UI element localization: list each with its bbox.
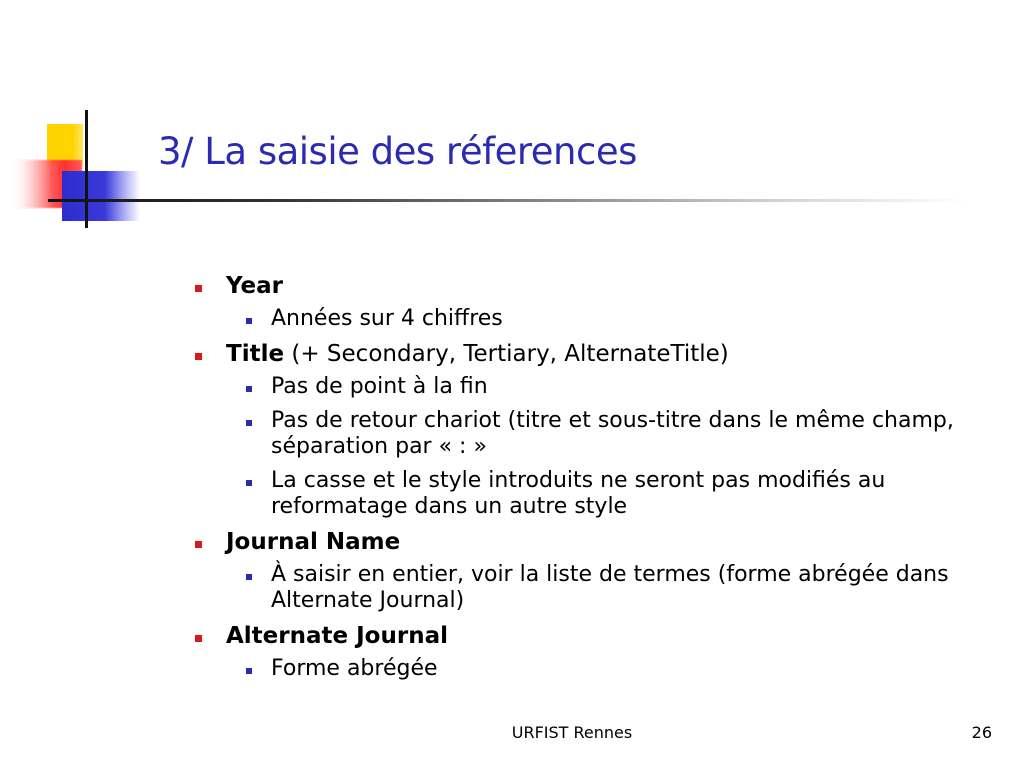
bullet-item: [195, 272, 985, 300]
bullet-heading: Journal Name: [226, 529, 401, 555]
red-square-bullet-icon: [195, 353, 202, 360]
blue-square-bullet-icon: [246, 574, 252, 580]
bullet-item: [195, 340, 985, 368]
sub-bullet-text: La casse et le style introduits ne seront pas modifiés au reformatage dans un autre style: [271, 468, 886, 519]
blue-square-bullet-icon: [246, 480, 252, 486]
sub-bullet-item: [240, 562, 985, 614]
decor-title-underline: [48, 199, 968, 202]
slide-title: 3/ La saisie des réferences: [158, 130, 637, 173]
sub-bullet-item: [240, 408, 985, 460]
blue-square-bullet-icon: [246, 668, 252, 674]
bullet-heading-rest: (+ Secondary, Tertiary, AlternateTitle): [284, 341, 729, 367]
decor-vertical-line: [85, 110, 88, 228]
bullet-item: [195, 622, 985, 650]
page-number: 26: [971, 723, 992, 742]
sub-bullet-text: Pas de point à la fin: [271, 374, 488, 399]
bullet-item: [195, 528, 985, 556]
decor-blue-square: [62, 171, 140, 221]
bullet-heading: Alternate Journal: [226, 623, 448, 649]
sub-bullet-item: [240, 656, 985, 682]
blue-square-bullet-icon: [246, 318, 252, 324]
bullet-list: [195, 272, 985, 690]
sub-bullet-text: Pas de retour chariot (titre et sous-titre dans le même champ, séparation par « : »: [271, 408, 954, 459]
sub-bullet-item: [240, 306, 985, 332]
sub-bullet-text: Forme abrégée: [271, 656, 438, 681]
footer-organization: URFIST Rennes: [511, 723, 633, 742]
sub-bullet-text: À saisir en entier, voir la liste de termes (forme abrégée dans Alternate Journal): [271, 562, 949, 613]
blue-square-bullet-icon: [246, 386, 252, 392]
red-square-bullet-icon: [195, 541, 202, 548]
red-square-bullet-icon: [195, 285, 202, 292]
bullet-heading: Title: [226, 341, 285, 367]
sub-bullet-text: Années sur 4 chiffres: [271, 306, 503, 331]
red-square-bullet-icon: [195, 635, 202, 642]
sub-bullet-item: [240, 468, 985, 520]
bullet-heading: Year: [226, 273, 284, 299]
blue-square-bullet-icon: [246, 420, 252, 426]
sub-bullet-item: [240, 374, 985, 400]
decor-red-fade: [12, 160, 52, 208]
